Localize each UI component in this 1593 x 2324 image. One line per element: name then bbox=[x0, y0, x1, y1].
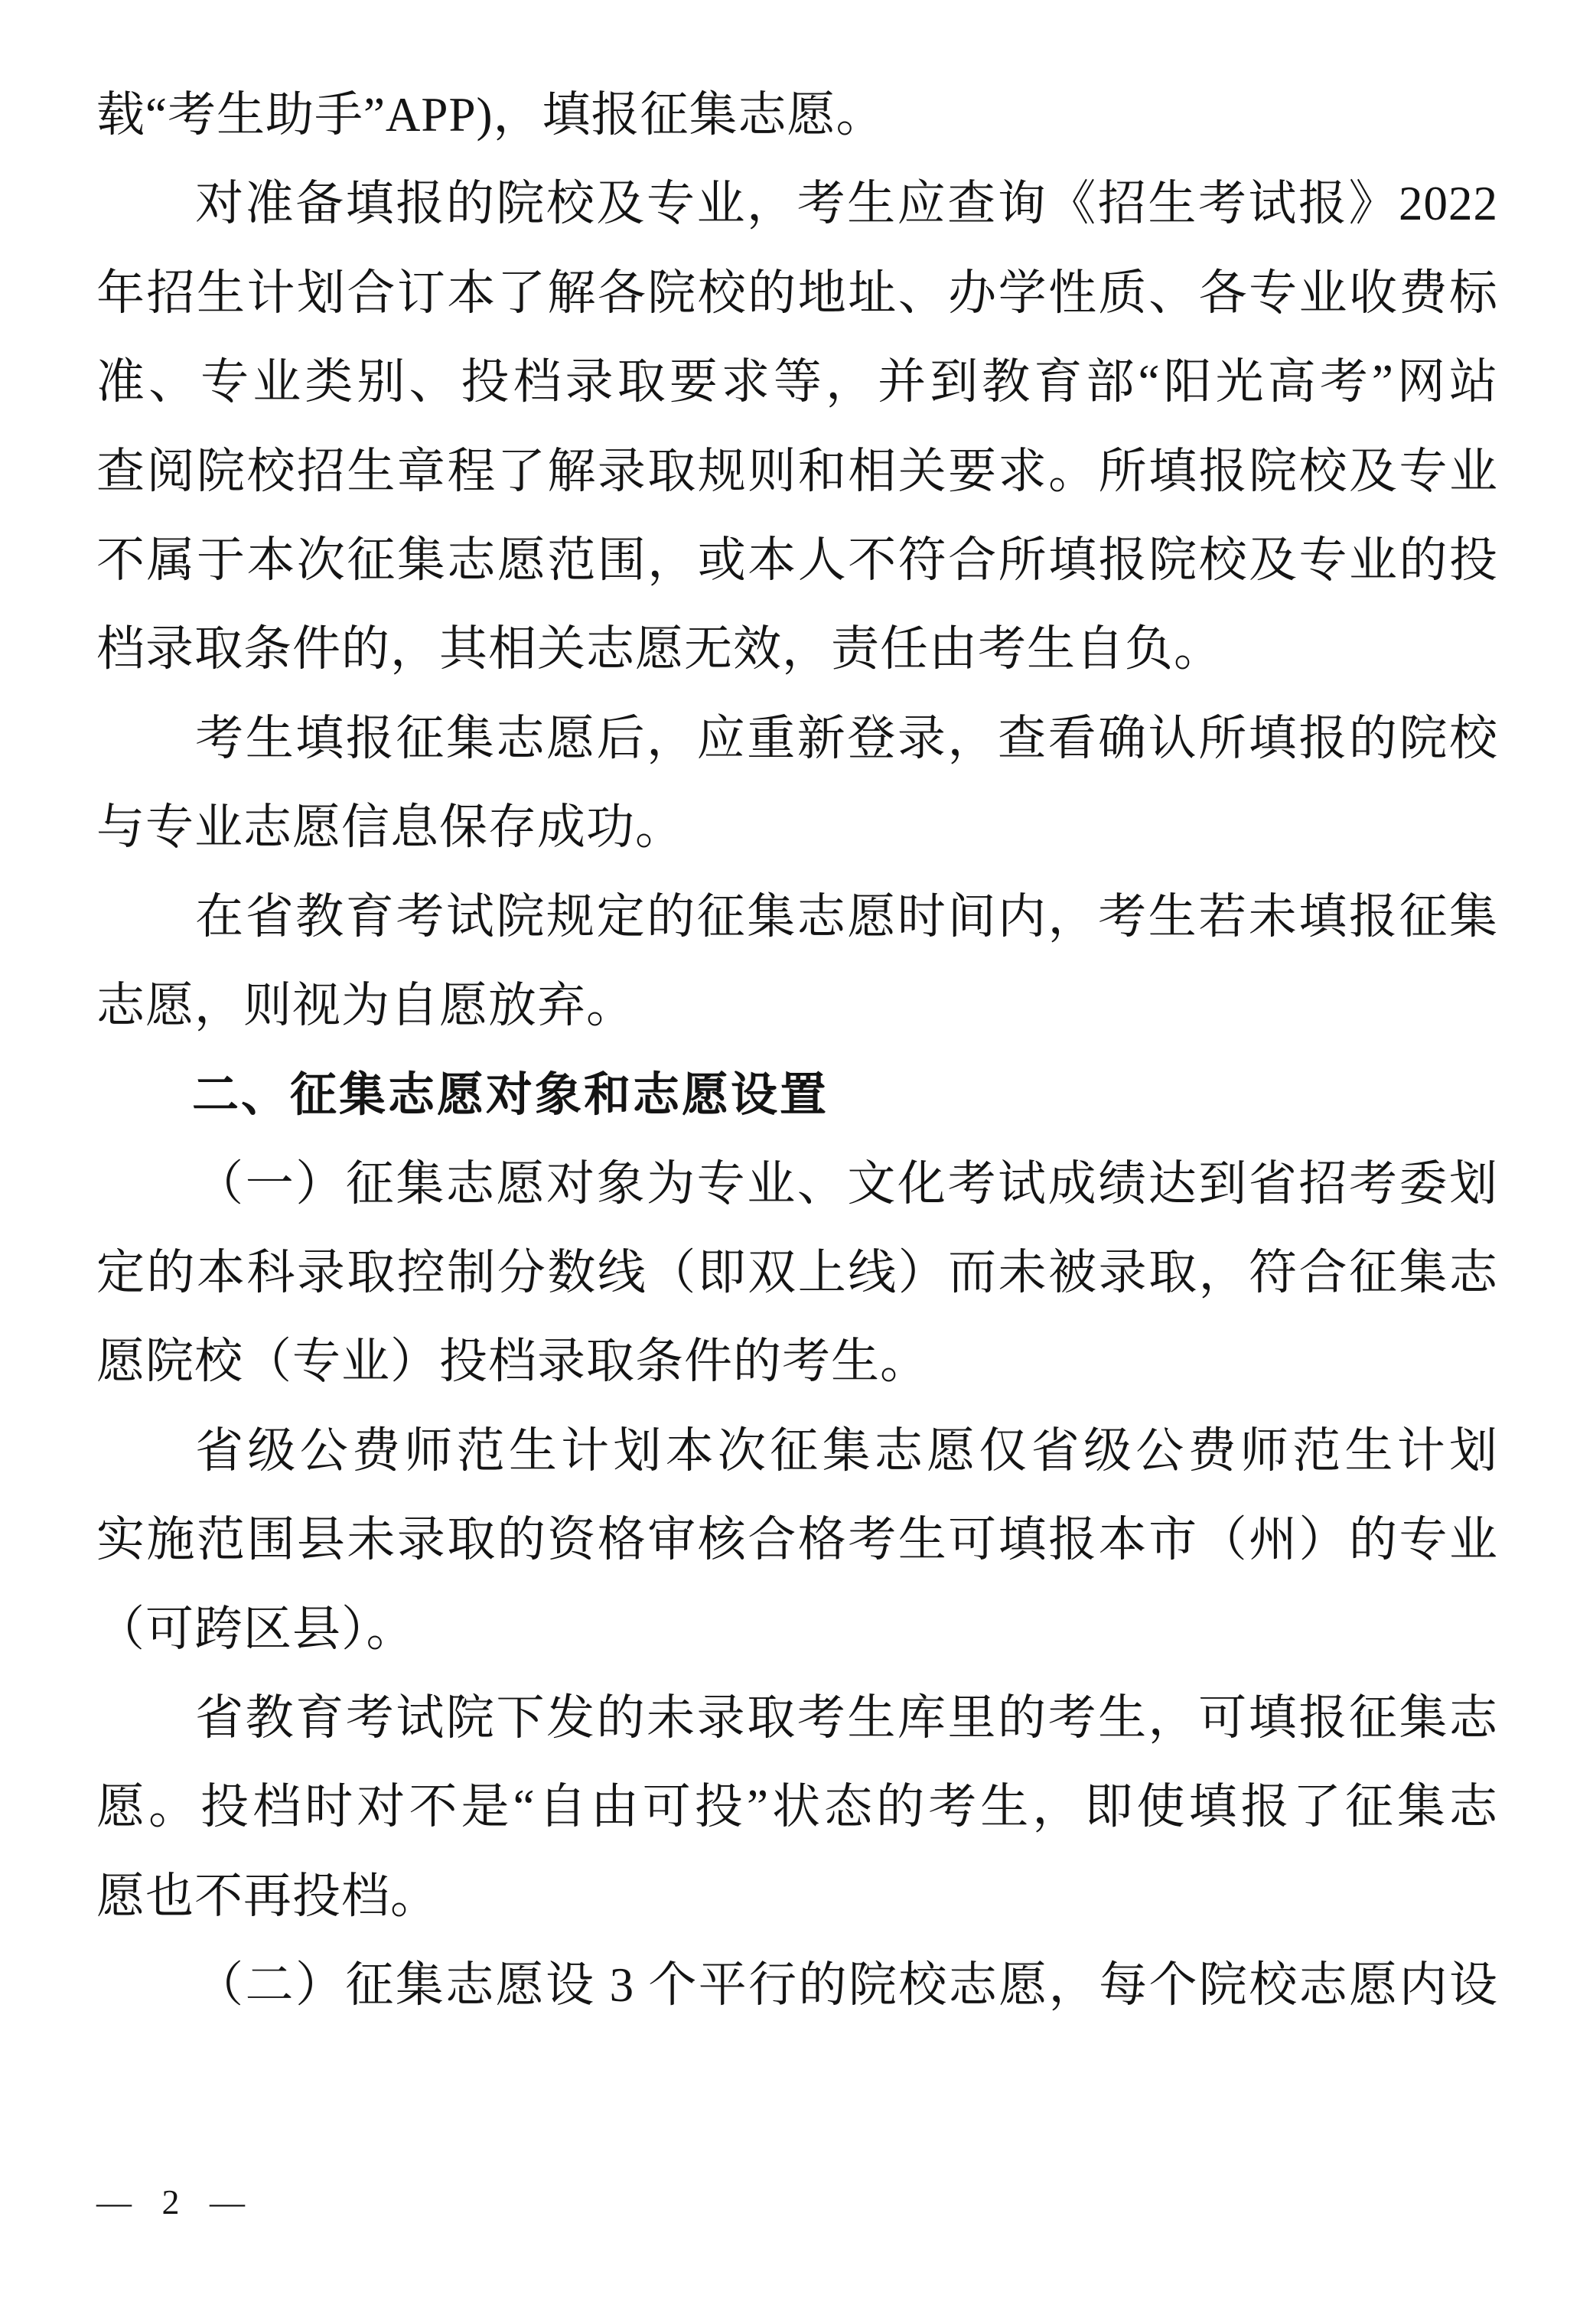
text-line: （二）征集志愿设 3 个平行的院校志愿，每个院校志愿内设 bbox=[195, 1958, 1498, 2013]
text-line: 不属于本次征集志愿范围，或本人不符合所填报院校及专业的投 bbox=[96, 533, 1498, 587]
section-heading: 二、征集志愿对象和志愿设置 bbox=[192, 1068, 829, 1121]
text-line: 考生填报征集志愿后，应重新登录，查看确认所填报的院校 bbox=[195, 711, 1498, 765]
text-line: 对准备填报的院校及专业，考生应查询《招生考试报》2022 bbox=[195, 177, 1498, 231]
text-line: 与专业志愿信息保存成功。 bbox=[96, 800, 684, 855]
text-line: 定的本科录取控制分数线（即双上线）而未被录取，符合征集志 bbox=[96, 1246, 1498, 1300]
text-line: 准、专业类别、投档录取要求等，并到教育部“阳光高考”网站 bbox=[96, 355, 1498, 409]
page-number: — 2 — bbox=[96, 2182, 256, 2221]
text-line: 省级公费师范生计划本次征集志愿仅省级公费师范生计划 bbox=[195, 1423, 1498, 1478]
text-line: 年招生计划合订本了解各院校的地址、办学性质、各专业收费标 bbox=[96, 266, 1498, 320]
text-line: 省教育考试院下发的未录取考生库里的考生，可填报征集志 bbox=[195, 1691, 1498, 1745]
text-body bbox=[96, 70, 1498, 2030]
text-line: （可跨区县）。 bbox=[96, 1602, 415, 1656]
text-line: 愿院校（专业）投档录取条件的考生。 bbox=[96, 1335, 929, 1389]
text-line: 载“考生助手”APP)，填报征集志愿。 bbox=[96, 88, 885, 142]
text-line: 在省教育考试院规定的征集志愿时间内，考生若未填报征集 bbox=[195, 889, 1498, 944]
text-line: 愿。投档时对不是“自由可投”状态的考生，即使填报了征集志 bbox=[96, 1780, 1498, 1834]
text-line: 档录取条件的，其相关志愿无效，责任由考生自负。 bbox=[96, 622, 1223, 676]
text-line: 查阅院校招生章程了解录取规则和相关要求。所填报院校及专业 bbox=[96, 444, 1498, 498]
text-line: 愿也不再投档。 bbox=[96, 1869, 439, 1923]
text-line: 志愿，则视为自愿放弃。 bbox=[96, 978, 635, 1032]
text-line: 实施范围县未录取的资格审核合格考生可填报本市（州）的专业 bbox=[96, 1513, 1498, 1567]
text-line: （一）征集志愿对象为专业、文化考试成绩达到省招考委划 bbox=[195, 1156, 1498, 1211]
